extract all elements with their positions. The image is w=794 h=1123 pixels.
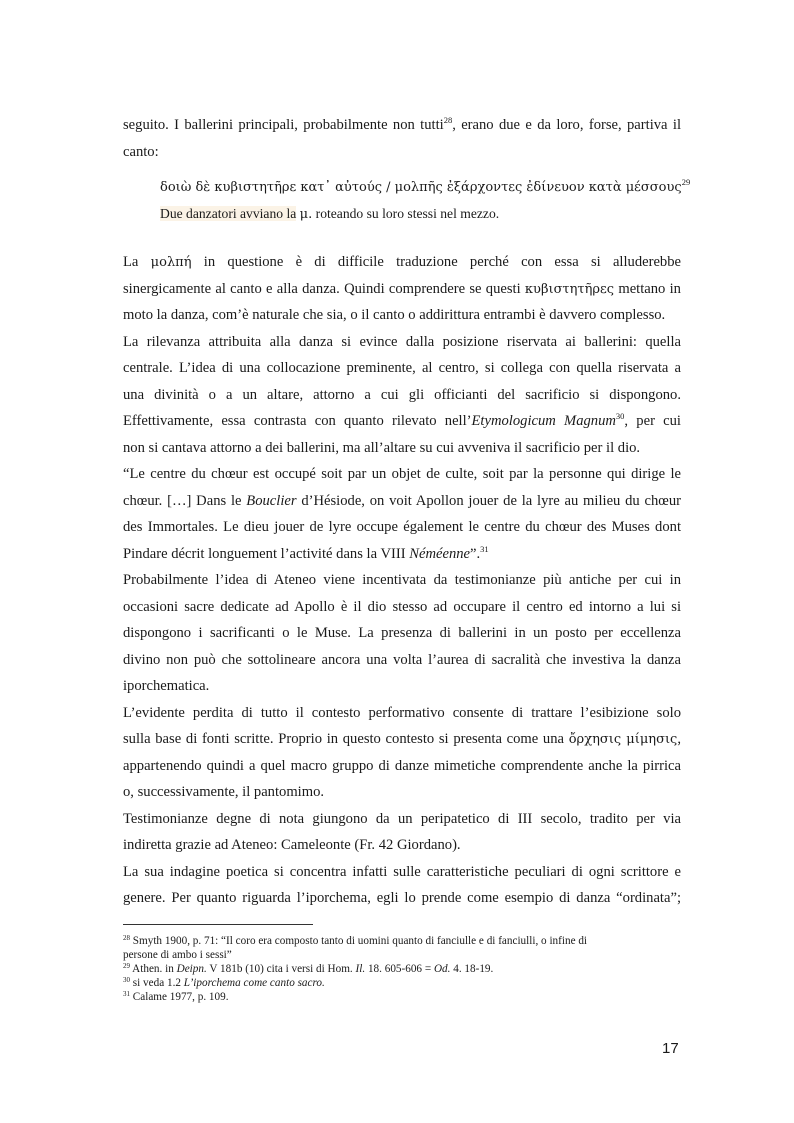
footnote-28-cont: persone di ambo i sessi” [123,949,232,961]
text-line: “Le centre du chœur est occupé soit par un objet de culte, soit par la personne qui dirige le [123,466,681,482]
text-line: La sua indagine poetica si concentra infatti sulle caratteristiche peculiari di ogni scrittore e [123,863,681,880]
text-line: occasioni sacre dedicate ad Apollo è il dio stesso ad occupare il centro ed intorno a lui si [123,598,681,615]
text-line: iporchematica. [123,678,210,694]
footnote-ref-29[interactable]: 29 [681,177,691,187]
text-line: Pindare décrit longuement l’activité dans la VIII Néméenne”.$^{31}$ [123,543,489,562]
footnote-31: $^{31}$ Calame 1977, p. 109. [123,990,229,1003]
text-line: non si cantava attorno a dei ballerini, ma all’altare su cui avveniva il sacrificio per il dio. [123,439,641,456]
text-line: seguito. I ballerini principali, probabilmente non tutti$^{28}$, erano due e da loro, forse, partiva il [123,115,681,133]
text-line: una divinità o a un altare, attorno a cui gli officianti del sacrificio si dispongono. [123,386,681,403]
footnote-30: $^{30}$ si veda 1.2 L’iporchema come canto sacro. [123,976,325,989]
text-line: genere. Per quanto riguarda l’iporchema, egli lo prende come esempio di danza “ordinata”; [123,890,681,906]
text-line: indiretta grazie ad Ateneo: Cameleonte (Fr. 42 Giordano). [123,837,461,853]
greek-quotation [160,174,690,228]
text-line: des Immortales. Le dieu jouer de lyre occupe également le centre du chœur des Muses dont [123,519,681,535]
text-line: Probabilmente l’idea di Ateneo viene incentivata da testimonianze più antiche per cui in [123,572,681,588]
body-text [123,249,681,912]
footnote-ref-31[interactable]: 31 [480,543,489,554]
intro-paragraph [123,112,681,165]
footnote-separator [123,924,313,925]
text-line: dispongono i sacrificanti o le Muse. La presenza di ballerini in un posto per eccellenza [123,625,681,641]
footnote-ref-28[interactable]: 28 [443,115,453,125]
greek-verse: δοιὼ δὲ κυβιστητῆρε κατ᾽ αὐτούς / μολπῆς ἐξάρχοντες ἐδίνευον κατὰ μέσσους$^{29}$ [160,177,691,195]
text-line: Testimonianze degne di nota giungono da un peripatetico di III secolo, tradito per via [123,810,681,827]
text-line: o, successivamente, il pantomimo. [123,784,325,800]
footnote-ref-30[interactable]: 30 [615,411,625,421]
verse-translation: Due danzatori avviano la μ. roteando su loro stessi nel mezzo. [160,206,500,222]
footnotes [123,934,683,1004]
page-number: 17 [662,1040,679,1057]
text-line: sinergicamente al canto e alla danza. Quindi comprendere se questi κυβιστητῆρες mettano in [123,280,681,297]
text-line: chœur. […] Dans le Bouclier d’Hésiode, on voit Apollon jouer de la lyre au milieu du chœur [123,492,681,509]
text-line: divino non può che sottolineare ancora una volta l’aurea di sacralità che investiva la danza [123,651,681,668]
footnote-29: $^{29}$ Athen. in Deipn. V 181b (10) cita i versi di Hom. Il. 18. 605-606 = Od. 4. 18-19. [123,962,494,975]
text-line: sulla base di fonti scritte. Proprio in questo contesto si presenta come una ὄρχησις μίμησις, [123,731,681,747]
text-line: canto: [123,143,159,160]
text-line: centrale. L’idea di una collocazione preminente, al centro, si collega con quella riservata a [123,360,681,376]
text-line: moto la danza, com’è naturale che sia, o il canto o addirittura entrambi è davvero complesso. [123,307,666,323]
text-line: La μολπή in questione è di difficile traduzione perché con essa si alluderebbe [123,254,682,270]
text-line: L’evidente perdita di tutto il contesto performativo consente di trattare l’esibizione solo [123,704,681,721]
text-line: Effettivamente, essa contrasta con quanto rilevato nell’Etymologicum Magnum$^{30}$, per cui [123,411,681,429]
text-line: appartenendo quindi a quel macro gruppo di danze mimetiche comprendente anche la pirrica [123,757,681,774]
text-line: La rilevanza attribuita alla danza si evince dalla posizione riservata ai ballerini: quella [123,333,681,350]
footnote-28: $^{28}$ Smyth 1900, p. 71: “Il coro era composto tanto di uomini quanto di fanciulle e di fanciulli, o infine di [123,934,588,947]
